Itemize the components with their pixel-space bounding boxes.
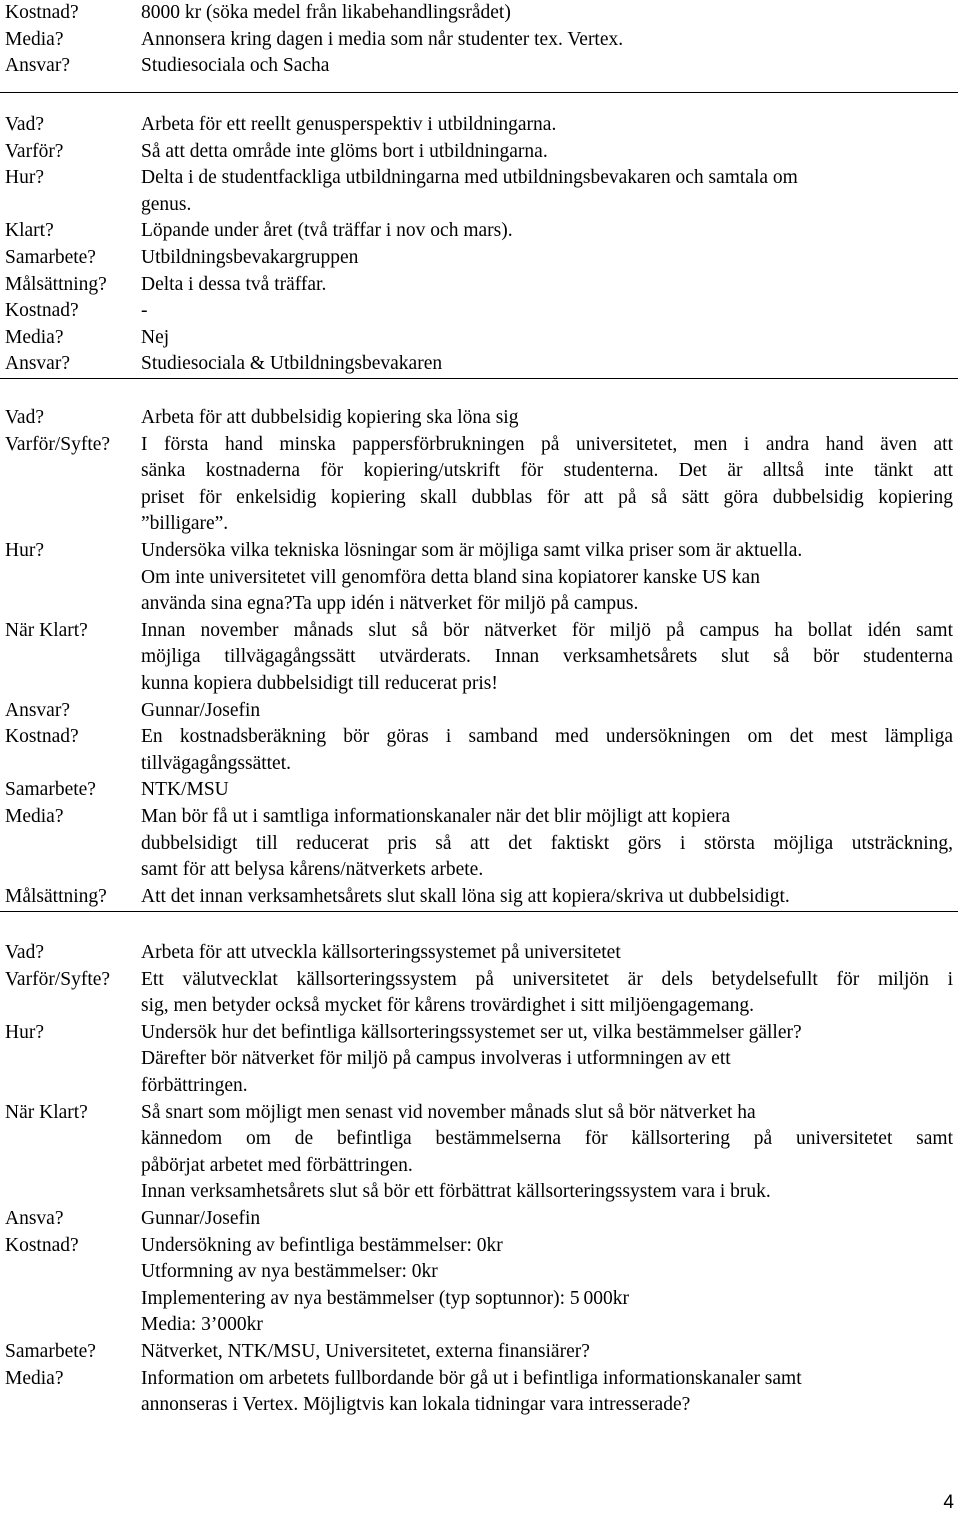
field-value-line: Arbeta för att utveckla källsorteringssystemet på universitetet bbox=[141, 942, 621, 963]
field-row-varför-syfte bbox=[0, 510, 958, 537]
field-row-kostnad bbox=[0, 1258, 958, 1285]
field-row-hur bbox=[0, 1019, 958, 1046]
field-value-line: kännedom om de befintliga bestämmelserna för källsortering på universitetet samt bbox=[141, 1128, 953, 1150]
field-label: Media? bbox=[5, 28, 64, 50]
field-label: Hur? bbox=[5, 167, 44, 189]
field-value-line: Arbeta för ett reellt genusperspektiv i utbildningarna. bbox=[141, 114, 557, 135]
field-row-vad bbox=[0, 404, 958, 431]
field-value-line: Nätverket, NTK/MSU, Universitetet, externa finansiärer? bbox=[141, 1341, 590, 1362]
field-label: Media? bbox=[5, 1367, 64, 1389]
field-row-vad bbox=[0, 111, 958, 138]
field-label: Kostnad? bbox=[5, 2, 79, 23]
field-label: Vad? bbox=[5, 114, 44, 135]
field-label: Kostnad? bbox=[5, 1234, 79, 1256]
field-row-varför bbox=[0, 138, 958, 165]
field-label: Målsättning? bbox=[5, 885, 107, 907]
field-value-line: påbörjat arbetet med förbättringen. bbox=[141, 1154, 413, 1176]
field-row-ansvar bbox=[0, 350, 958, 377]
field-value-line: Utformning av nya bestämmelser: 0kr bbox=[141, 1261, 438, 1283]
field-value-line: ”billigare”. bbox=[141, 513, 229, 535]
field-value-line: Löpande under året (två träffar i nov och mars). bbox=[141, 220, 513, 242]
field-value-line: sig, men betyder också mycket för kårens trovärdighet i sitt miljöengagemang. bbox=[141, 995, 754, 1017]
field-row-när-klart bbox=[0, 1152, 958, 1179]
field-value-line: Information om arbetets fullbordande bör gå ut i befintliga informationskanaler samt bbox=[141, 1367, 802, 1389]
field-value-line: förbättringen. bbox=[141, 1075, 248, 1096]
field-value-line: möjliga tillvägagångssätt utvärderats. Innan verksamhetsårets slut så bör studenterna bbox=[141, 646, 953, 668]
field-row-kostnad bbox=[0, 0, 958, 26]
field-value-line: Innan november månads slut så bör nätverket för miljö på campus ha bollat idén samt bbox=[141, 619, 953, 641]
field-value-line: Media: 3’000kr bbox=[141, 1314, 263, 1336]
field-value-line: - bbox=[141, 300, 148, 322]
field-label: Ansvar? bbox=[5, 55, 70, 77]
field-label: När Klart? bbox=[5, 1101, 88, 1123]
section-divider bbox=[0, 911, 958, 912]
field-value-line: Arbeta för att dubbelsidig kopiering ska löna sig bbox=[141, 407, 519, 428]
field-value-line: sänka kostnaderna för kopiering/utskrift för studenterna. Det är alltså inte tänkt att bbox=[141, 460, 953, 482]
field-value-line: Studiesociala & Utbildningsbevakaren bbox=[141, 353, 443, 375]
field-value-line: I första hand minska pappersförbrukningen på universitetet, men i andra hand även att bbox=[141, 433, 953, 455]
field-row-media bbox=[0, 830, 958, 857]
field-label: Vad? bbox=[5, 407, 44, 428]
field-row-varför-syfte bbox=[0, 992, 958, 1019]
field-row-hur bbox=[0, 191, 958, 218]
field-row-hur bbox=[0, 564, 958, 591]
field-value-line: Så att detta område inte glöms bort i utbildningarna. bbox=[141, 140, 548, 162]
field-label: Målsättning? bbox=[5, 273, 107, 295]
field-value-line: Därefter bör nätverket för miljö på campus involveras i utformningen av ett bbox=[141, 1048, 731, 1070]
field-row-kostnad bbox=[0, 297, 958, 324]
field-row-klart bbox=[0, 217, 958, 244]
field-value-line: Gunnar/Josefin bbox=[141, 699, 261, 721]
field-label: Hur? bbox=[5, 1021, 44, 1043]
field-value-line: Studiesociala och Sacha bbox=[141, 55, 330, 77]
field-label: Kostnad? bbox=[5, 726, 79, 748]
field-row-ansva bbox=[0, 1205, 958, 1232]
field-row-kostnad bbox=[0, 1232, 958, 1259]
field-row-varför-syfte bbox=[0, 457, 958, 484]
field-value-line: Gunnar/Josefin bbox=[141, 1208, 261, 1229]
field-row-vad bbox=[0, 939, 958, 966]
field-label: Samarbete? bbox=[5, 779, 96, 801]
field-row-samarbete bbox=[0, 776, 958, 803]
field-value-line: NTK/MSU bbox=[141, 779, 229, 801]
field-value-line: Så snart som möjligt men senast vid november månads slut så bör nätverket ha bbox=[141, 1101, 756, 1123]
field-row-målsättning bbox=[0, 883, 958, 910]
field-value-line: 8000 kr (söka medel från likabehandlingsrådet) bbox=[141, 2, 511, 23]
field-label: Media? bbox=[5, 806, 64, 827]
field-label: Samarbete? bbox=[5, 1341, 96, 1362]
field-value-line: samt för att belysa kårens/nätverkets arbete. bbox=[141, 859, 484, 881]
field-row-media bbox=[0, 26, 958, 53]
field-row-när-klart bbox=[0, 1099, 958, 1126]
field-row-hur bbox=[0, 1072, 958, 1099]
field-row-när-klart bbox=[0, 643, 958, 670]
field-row-media bbox=[0, 803, 958, 830]
field-row-varför-syfte bbox=[0, 431, 958, 458]
field-value-line: Man bör få ut i samtliga informationskanaler när det blir möjligt att kopiera bbox=[141, 806, 731, 827]
field-row-när-klart bbox=[0, 1125, 958, 1152]
field-value-line: Delta i dessa två träffar. bbox=[141, 273, 327, 295]
page-number: 4 bbox=[943, 1492, 954, 1513]
field-row-media bbox=[0, 324, 958, 351]
field-row-kostnad bbox=[0, 750, 958, 777]
field-row-när-klart bbox=[0, 1178, 958, 1205]
field-value-line: En kostnadsberäkning bör göras i samband med undersökningen om det mest lämpliga bbox=[141, 726, 953, 748]
field-row-varför-syfte bbox=[0, 966, 958, 993]
field-value-line: Utbildningsbevakargruppen bbox=[141, 247, 359, 268]
field-row-varför-syfte bbox=[0, 484, 958, 511]
field-value-line: Undersöka vilka tekniska lösningar som är möjliga samt vilka priser som är aktuella. bbox=[141, 540, 803, 561]
field-row-hur bbox=[0, 164, 958, 191]
field-label: Varför/Syfte? bbox=[5, 433, 111, 455]
field-value-line: Om inte universitetet vill genomföra detta bland sina kopiatorer kanske US kan bbox=[141, 566, 760, 588]
field-row-målsättning bbox=[0, 271, 958, 298]
field-label: Kostnad? bbox=[5, 300, 79, 322]
field-value-line: tillvägagångssättet. bbox=[141, 752, 292, 774]
field-row-hur bbox=[0, 537, 958, 564]
field-row-media bbox=[0, 1365, 958, 1392]
field-label: Vad? bbox=[5, 942, 44, 963]
field-row-samarbete bbox=[0, 1338, 958, 1365]
field-value-line: Delta i de studentfackliga utbildningarna med utbildningsbevakaren och samtala om bbox=[141, 167, 798, 189]
field-label: Hur? bbox=[5, 540, 44, 561]
field-label: Ansva? bbox=[5, 1208, 64, 1229]
field-value-line: Undersök hur det befintliga källsorteringssystemet ser ut, vilka bestämmelser gäller? bbox=[141, 1021, 802, 1043]
field-row-kostnad bbox=[0, 1285, 958, 1312]
field-row-media bbox=[0, 1391, 958, 1418]
field-value-line: annonseras i Vertex. Möjligtvis kan lokala tidningar vara intresserade? bbox=[141, 1394, 691, 1416]
field-value-line: kunna kopiera dubbelsidigt till reducerat pris! bbox=[141, 673, 498, 694]
field-value-line: Implementering av nya bestämmelser (typ soptunnor): 5 000kr bbox=[141, 1287, 630, 1309]
field-row-samarbete bbox=[0, 244, 958, 271]
field-label: Klart? bbox=[5, 220, 54, 242]
field-row-kostnad bbox=[0, 723, 958, 750]
field-label: Ansvar? bbox=[5, 353, 70, 375]
field-row-ansvar bbox=[0, 697, 958, 724]
field-value-line: priset för enkelsidig kopiering skall dubblas för att på så sätt göra dubbelsidig kopiering bbox=[141, 486, 953, 508]
field-row-hur bbox=[0, 1045, 958, 1072]
field-row-hur bbox=[0, 590, 958, 617]
field-value-line: dubbelsidigt till reducerat pris så att det faktiskt görs i största möjliga utsträckning, bbox=[141, 832, 953, 854]
field-row-ansvar bbox=[0, 52, 958, 79]
field-row-kostnad bbox=[0, 1311, 958, 1338]
field-value-line: Annonsera kring dagen i media som når studenter tex. Vertex. bbox=[141, 28, 624, 50]
field-label: Samarbete? bbox=[5, 247, 96, 268]
field-row-när-klart bbox=[0, 617, 958, 644]
field-label: Varför/Syfte? bbox=[5, 968, 111, 990]
field-value-line: Undersökning av befintliga bestämmelser: 0kr bbox=[141, 1234, 503, 1256]
field-label: När Klart? bbox=[5, 619, 88, 641]
field-label: Media? bbox=[5, 326, 64, 348]
field-value-line: Ett välutvecklat källsorteringssystem på universitetet är dels betydelsefullt för miljön i bbox=[141, 968, 953, 990]
field-label: Ansvar? bbox=[5, 699, 70, 721]
section-divider bbox=[0, 378, 958, 379]
field-label: Varför? bbox=[5, 140, 64, 162]
field-value-line: använda sina egna?Ta upp idén i nätverket för miljö på campus. bbox=[141, 593, 639, 615]
field-value-line: Nej bbox=[141, 326, 170, 348]
field-row-media bbox=[0, 856, 958, 883]
field-value-line: genus. bbox=[141, 193, 192, 215]
field-row-när-klart bbox=[0, 670, 958, 697]
field-value-line: Att det innan verksamhetsårets slut skall löna sig att kopiera/skriva ut dubbelsidigt. bbox=[141, 885, 790, 907]
field-value-line: Innan verksamhetsårets slut så bör ett förbättrat källsorteringssystem vara i bruk. bbox=[141, 1181, 771, 1203]
section-divider bbox=[0, 92, 958, 93]
